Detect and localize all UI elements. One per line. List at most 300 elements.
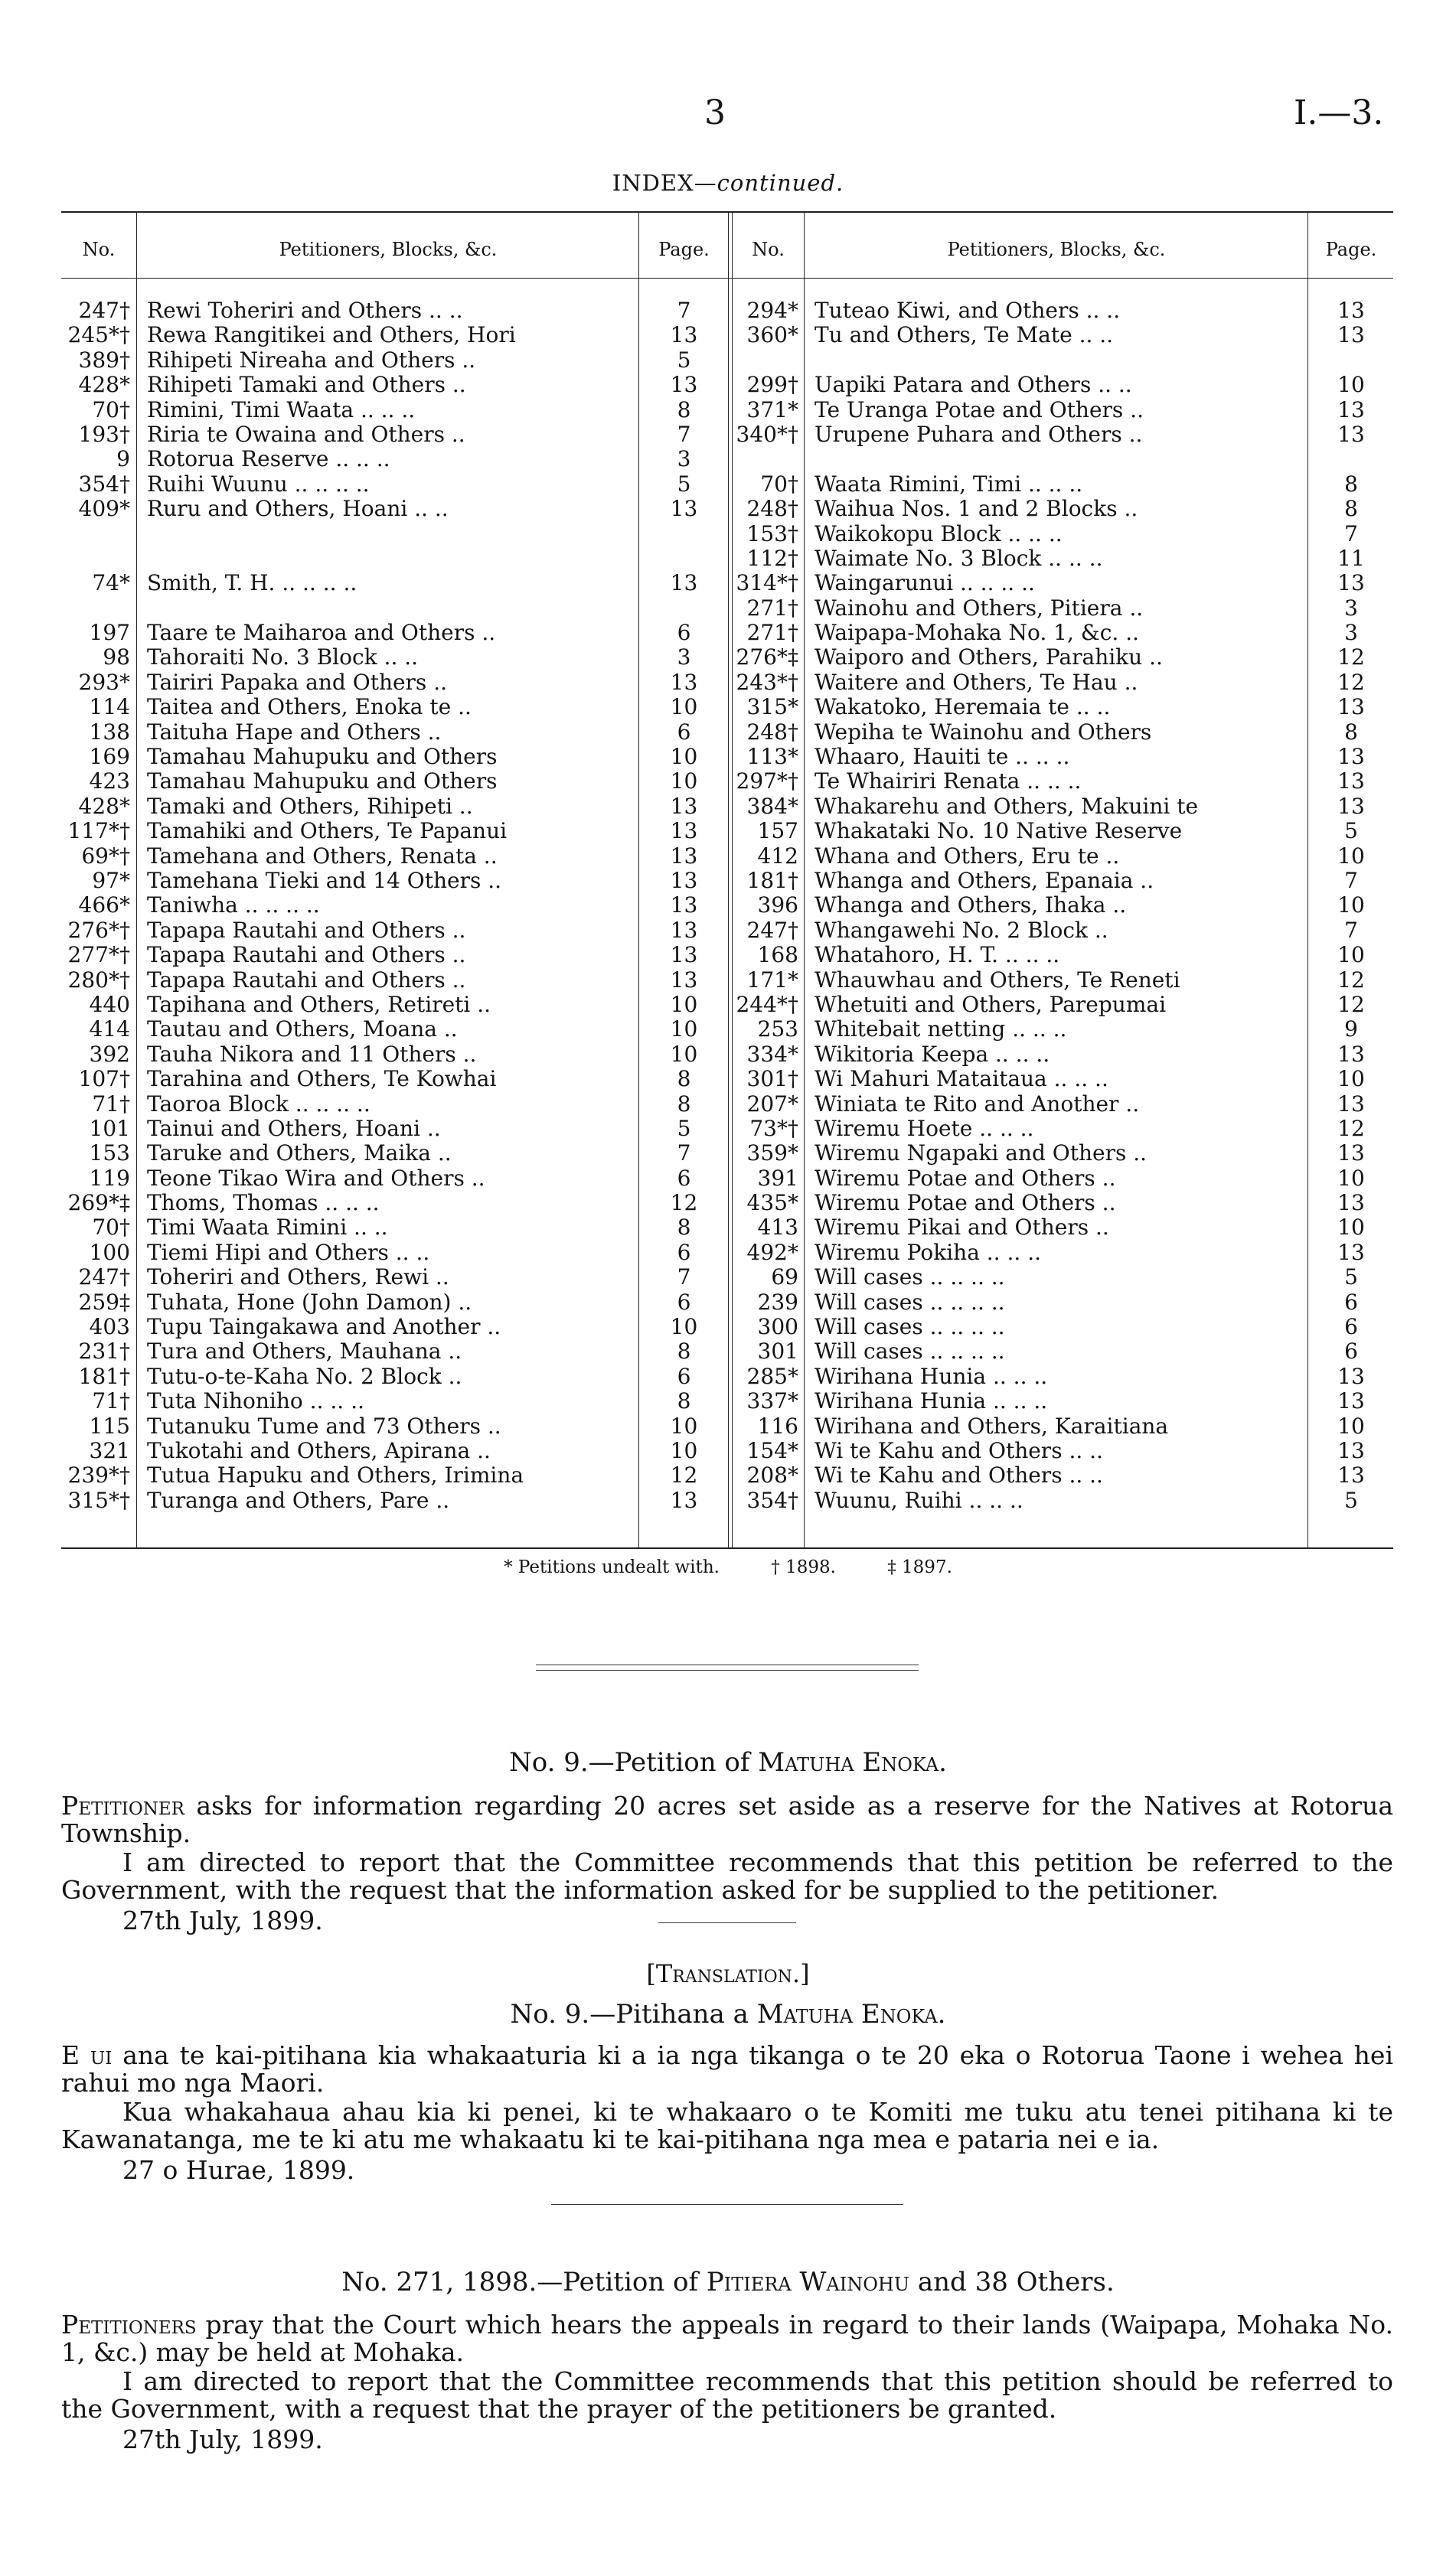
- petition-271-title-prefix: No. 271, 1898.—Petition of: [341, 2267, 699, 2297]
- col-header-names-right: Petitioners, Blocks, &c.: [947, 239, 1166, 260]
- right-entry-name: Waingarunui .. .. .. ..: [815, 570, 1035, 596]
- left-entry-number: 315*†: [67, 1487, 130, 1513]
- right-entry-page: 10: [1337, 942, 1365, 968]
- right-entry-page: 12: [1337, 1115, 1365, 1141]
- right-entry-name: Urupene Puhara and Others ..: [815, 421, 1143, 447]
- left-entry-name: Tamehana and Others, Renata ..: [147, 843, 498, 869]
- left-entry-number: 138: [89, 719, 130, 745]
- index-row: [61, 347, 1393, 372]
- left-entry-page: 13: [670, 669, 698, 695]
- right-entry-number: 340*†: [736, 421, 798, 447]
- index-row: [61, 670, 1393, 694]
- right-entry-number: 391: [757, 1165, 798, 1191]
- right-entry-name: Whana and Others, Eru te ..: [815, 843, 1120, 869]
- short-rule: [658, 1922, 796, 1923]
- right-entry-page: 6: [1344, 1339, 1358, 1365]
- index-row: [61, 546, 1393, 570]
- right-entry-number: 271†: [746, 620, 798, 646]
- right-entry-name: Will cases .. .. .. ..: [815, 1289, 1005, 1315]
- right-entry-number: 413: [757, 1215, 798, 1241]
- left-entry-name: Rihipeti Nireaha and Others ..: [147, 347, 476, 373]
- left-entry-page: 5: [677, 471, 691, 497]
- index-row: [61, 1042, 1393, 1066]
- left-entry-page: 13: [670, 1487, 698, 1513]
- left-entry-name: Rimini, Timi Waata .. .. ..: [147, 396, 416, 422]
- left-entry-page: 7: [677, 298, 691, 323]
- right-entry-number: 247†: [746, 917, 798, 943]
- left-entry-page: 12: [670, 1190, 698, 1216]
- left-entry-page: 6: [677, 1289, 691, 1315]
- left-entry-page: 6: [677, 719, 691, 745]
- left-entry-number: 107†: [78, 1066, 130, 1092]
- right-entry-page: 11: [1337, 545, 1365, 571]
- left-entry-page: 3: [677, 644, 691, 670]
- right-entry-page: 8: [1344, 496, 1358, 522]
- left-entry-name: Tapapa Rautahi and Others ..: [147, 967, 466, 993]
- right-entry-number: 384*: [746, 793, 798, 819]
- left-entry-number: 153: [89, 1140, 130, 1166]
- right-entry-number: 354†: [746, 1487, 798, 1513]
- right-entry-number: 315*: [746, 694, 798, 720]
- index-row: [61, 1290, 1393, 1314]
- page-number: 3: [704, 93, 726, 132]
- right-entry-name: Whetuiti and Others, Parepumai: [815, 991, 1167, 1017]
- index-row: [61, 1140, 1393, 1165]
- left-entry-page: 10: [670, 1413, 698, 1439]
- left-entry-page: 6: [677, 1165, 691, 1191]
- left-entry-name: Tuta Nihoniho .. .. ..: [147, 1388, 364, 1414]
- index-row: [61, 1339, 1393, 1363]
- index-row: [61, 298, 1393, 322]
- right-entry-page: 12: [1337, 991, 1365, 1017]
- index-row: [61, 322, 1393, 347]
- right-entry-page: 13: [1337, 1462, 1365, 1489]
- left-entry-name: Tamehana Tieki and 14 Others ..: [147, 867, 502, 893]
- right-entry-number: 271†: [746, 595, 798, 621]
- right-entry-page: 12: [1337, 967, 1365, 993]
- left-entry-number: 239*†: [67, 1462, 130, 1489]
- right-entry-number: 116: [757, 1413, 798, 1439]
- left-entry-page: 7: [677, 421, 691, 447]
- left-entry-page: 13: [670, 793, 698, 819]
- right-entry-name: Tuteao Kiwi, and Others .. ..: [815, 298, 1121, 323]
- right-entry-number: 297*†: [736, 768, 798, 794]
- index-row: [61, 967, 1393, 992]
- right-entry-number: 301†: [746, 1066, 798, 1092]
- right-entry-page: 3: [1344, 595, 1358, 621]
- right-entry-name: Wiremu Ngapaki and Others ..: [815, 1140, 1147, 1166]
- right-entry-name: Waikokopu Block .. .. ..: [815, 520, 1063, 546]
- petition-271-report: I am directed to report that the Committee recommends that this petition should be referred to the Government, with a request that the prayer of the petitioners be granted.: [61, 2366, 1393, 2424]
- index-row: [61, 570, 1393, 595]
- right-entry-number: 300: [757, 1314, 798, 1340]
- index-row: [61, 768, 1393, 793]
- right-entry-name: Wirihana Hunia .. .. ..: [815, 1388, 1048, 1414]
- right-entry-page: 7: [1344, 917, 1358, 943]
- right-entry-page: 13: [1337, 768, 1365, 794]
- left-entry-name: Taoroa Block .. .. .. ..: [147, 1091, 371, 1117]
- col-header-no: No.: [82, 239, 116, 260]
- right-entry-page: 6: [1344, 1314, 1358, 1340]
- left-entry-page: 10: [670, 1437, 698, 1463]
- left-entry-page: 13: [670, 843, 698, 869]
- index-row: [61, 694, 1393, 719]
- left-entry-name: Tahoraiti No. 3 Block .. ..: [147, 644, 419, 670]
- right-entry-name: Tu and Others, Te Mate .. ..: [815, 322, 1114, 348]
- right-entry-number: 253: [757, 1016, 798, 1042]
- left-entry-name: Tauha Nikora and 11 Others ..: [147, 1041, 477, 1067]
- right-entry-page: 10: [1337, 843, 1365, 869]
- index-row: [61, 892, 1393, 917]
- left-entry-number: 70†: [92, 396, 130, 422]
- petition-271-title-suffix: and 38 Others.: [917, 2267, 1115, 2297]
- left-entry-number: 117*†: [67, 818, 130, 844]
- translation-date: 27 o Hurae, 1899.: [122, 2155, 355, 2185]
- left-entry-page: 8: [677, 1091, 691, 1117]
- right-entry-name: Wepiha te Wainohu and Others: [815, 719, 1152, 745]
- index-row: [61, 942, 1393, 967]
- left-entry-number: 280*†: [67, 967, 130, 993]
- petition-9-body: [61, 1792, 1393, 1847]
- index-row: [61, 471, 1393, 496]
- right-entry-name: Will cases .. .. .. ..: [815, 1339, 1005, 1365]
- left-entry-name: Teone Tikao Wira and Others ..: [147, 1165, 485, 1191]
- left-entry-page: 10: [670, 744, 698, 770]
- translation-report: Kua whakahaua ahau kia ki penei, ki te whakaaro o te Komiti me tuku atu tenei pitihana ki te Kawanatanga, me te ki atu me whakaatu ki te kai-pitihana nga mea e pataria nei e ia.: [61, 2097, 1393, 2154]
- index-row: [61, 496, 1393, 520]
- left-entry-page: 13: [670, 818, 698, 844]
- left-entry-name: Tamahau Mahupuku and Others: [147, 744, 498, 770]
- petition-271-body-text: pray that the Court which hears the appeals in regard to their lands (Waipapa, Mohaka No. 1, &c.) may be held at Mohaka.: [61, 2310, 1393, 2367]
- left-entry-number: 414: [89, 1016, 130, 1042]
- right-entry-name: Wakatoko, Heremaia te .. ..: [815, 694, 1111, 720]
- left-entry-number: 269*‡: [67, 1190, 130, 1216]
- left-entry-page: 8: [677, 1339, 691, 1365]
- right-entry-number: 360*: [746, 322, 798, 348]
- left-entry-page: 10: [670, 1314, 698, 1340]
- right-entry-page: 8: [1344, 471, 1358, 497]
- petition-271-title: [0, 2267, 1456, 2297]
- left-entry-name: Tutua Hapuku and Others, Irimina: [147, 1462, 524, 1489]
- left-entry-number: 169: [89, 744, 130, 770]
- left-entry-name: Tamaki and Others, Rihipeti ..: [147, 793, 473, 819]
- right-entry-name: Te Whairiri Renata .. .. ..: [815, 768, 1082, 794]
- index-row: [61, 397, 1393, 422]
- right-entry-page: 13: [1337, 1041, 1365, 1067]
- left-entry-name: Tapapa Rautahi and Others ..: [147, 917, 466, 943]
- right-entry-name: Waitere and Others, Te Hau ..: [815, 669, 1138, 695]
- right-entry-name: Whauwhau and Others, Te Reneti: [815, 967, 1180, 993]
- left-entry-page: 13: [670, 570, 698, 596]
- index-row: [61, 1264, 1393, 1289]
- right-entry-name: Waipapa-Mohaka No. 1, &c. ..: [815, 620, 1139, 646]
- right-entry-name: Wirihana and Others, Karaitiana: [815, 1413, 1169, 1439]
- left-entry-name: Tupu Taingakawa and Another ..: [147, 1314, 501, 1340]
- right-entry-number: 301: [757, 1339, 798, 1365]
- right-entry-page: 13: [1337, 1091, 1365, 1117]
- right-entry-page: 12: [1337, 644, 1365, 670]
- left-entry-page: 10: [670, 768, 698, 794]
- left-entry-page: 8: [677, 1066, 691, 1092]
- left-entry-name: Tapihana and Others, Retireti ..: [147, 991, 491, 1017]
- section-rule: [551, 2204, 903, 2205]
- left-entry-number: 293*: [78, 669, 130, 695]
- right-entry-name: Waiporo and Others, Parahiku ..: [815, 644, 1163, 670]
- left-entry-page: 6: [677, 620, 691, 646]
- right-entry-page: 5: [1344, 1487, 1358, 1513]
- right-entry-page: 10: [1337, 1066, 1365, 1092]
- index-row: [61, 1438, 1393, 1462]
- right-entry-name: Whakataki No. 10 Native Reserve: [815, 818, 1183, 844]
- petition-9-report: I am directed to report that the Committee recommends that this petition be referred to the Government, with the request that the information asked for be supplied to the petitioner.: [61, 1847, 1393, 1905]
- index-footnotes: [0, 1557, 1456, 1577]
- left-entry-number: 100: [89, 1239, 130, 1265]
- left-entry-name: Taniwha .. .. .. ..: [147, 892, 320, 918]
- right-entry-name: Will cases .. .. .. ..: [815, 1264, 1005, 1290]
- left-entry-number: 97*: [92, 867, 130, 893]
- index-row: [61, 446, 1393, 471]
- section-divider: [536, 1665, 919, 1671]
- left-entry-page: 5: [677, 1115, 691, 1141]
- left-entry-page: 8: [677, 1388, 691, 1414]
- index-row: [61, 992, 1393, 1016]
- translation-body-text: ana te kai-pitihana kia whakaaturia ki a ia nga tikanga o te 20 eka o Rotorua Taone i wehea hei rahui mo nga Maori.: [61, 2040, 1394, 2098]
- petition-271-petitioner-name: Pitiera Wainohu: [706, 2267, 910, 2297]
- left-entry-page: 10: [670, 1016, 698, 1042]
- index-row: [61, 644, 1393, 669]
- right-entry-name: Winiata te Rito and Another ..: [815, 1091, 1140, 1117]
- left-entry-name: Tarahina and Others, Te Kowhai: [147, 1066, 497, 1092]
- index-row: [61, 1314, 1393, 1339]
- right-entry-number: 243*†: [736, 669, 798, 695]
- right-entry-page: 12: [1337, 669, 1365, 695]
- index-row: [61, 744, 1393, 768]
- right-entry-page: 13: [1337, 793, 1365, 819]
- index-rows: [61, 298, 1393, 1512]
- footnote-ddagger: ‡ 1897.: [887, 1557, 952, 1577]
- document-reference: I.—3.: [1294, 93, 1384, 132]
- right-entry-name: Wi te Kahu and Others .. ..: [815, 1462, 1103, 1489]
- index-row: [61, 794, 1393, 818]
- right-entry-name: Wirihana Hunia .. .. ..: [815, 1363, 1048, 1389]
- right-entry-page: 13: [1337, 1140, 1365, 1166]
- index-row: [61, 1066, 1393, 1091]
- index-table: [61, 211, 1393, 1549]
- right-entry-number: 314*†: [736, 570, 798, 596]
- right-entry-name: Wikitoria Keepa .. .. ..: [815, 1041, 1050, 1067]
- right-entry-number: 181†: [746, 867, 798, 893]
- right-entry-number: 396: [757, 892, 798, 918]
- index-row: [61, 1364, 1393, 1388]
- right-entry-number: 207*: [746, 1091, 798, 1117]
- index-row: [61, 1116, 1393, 1140]
- petition-9-body-lead: Petitioner: [61, 1791, 184, 1821]
- right-entry-number: 248†: [746, 719, 798, 745]
- left-entry-number: 428*: [78, 372, 130, 398]
- left-entry-name: Thoms, Thomas .. .. ..: [147, 1190, 380, 1216]
- right-entry-page: 10: [1337, 892, 1365, 918]
- right-entry-page: 13: [1337, 694, 1365, 720]
- right-entry-name: Whaaro, Hauiti te .. .. ..: [815, 744, 1070, 770]
- right-entry-number: 154*: [746, 1437, 798, 1463]
- right-entry-page: 5: [1344, 1264, 1358, 1290]
- left-entry-name: Tuhata, Hone (John Damon) ..: [147, 1289, 472, 1315]
- left-entry-name: Tura and Others, Mauhana ..: [147, 1339, 462, 1365]
- right-entry-page: 13: [1337, 1363, 1365, 1389]
- right-entry-page: 13: [1337, 570, 1365, 596]
- right-entry-page: 13: [1337, 1437, 1365, 1463]
- left-entry-page: 7: [677, 1264, 691, 1290]
- right-entry-name: Te Uranga Potae and Others ..: [815, 396, 1144, 422]
- right-entry-page: 5: [1344, 818, 1358, 844]
- left-entry-number: 119: [89, 1165, 130, 1191]
- right-entry-page: 3: [1344, 620, 1358, 646]
- index-row: [61, 1190, 1393, 1215]
- left-entry-page: 10: [670, 694, 698, 720]
- left-entry-number: 71†: [92, 1091, 130, 1117]
- left-entry-number: 354†: [78, 471, 130, 497]
- right-entry-number: 70†: [760, 471, 798, 497]
- left-entry-number: 193†: [78, 421, 130, 447]
- petition-9-body-text: asks for information regarding 20 acres set aside as a reserve for the Natives at Rotorua Township.: [61, 1791, 1393, 1848]
- right-entry-number: 435*: [746, 1190, 798, 1216]
- left-entry-number: 197: [89, 620, 130, 646]
- left-entry-number: 9: [116, 446, 130, 472]
- left-entry-number: 69*†: [81, 843, 130, 869]
- right-entry-name: Wiremu Pikai and Others ..: [815, 1215, 1109, 1241]
- right-entry-name: Wiremu Hoete .. .. ..: [815, 1115, 1034, 1141]
- left-entry-number: 181†: [78, 1363, 130, 1389]
- right-entry-name: Waata Rimini, Timi .. .. ..: [815, 471, 1083, 497]
- right-entry-page: 7: [1344, 867, 1358, 893]
- index-title-main: INDEX: [612, 170, 694, 196]
- right-entry-name: Waihua Nos. 1 and 2 Blocks ..: [815, 496, 1138, 522]
- right-entry-number: 276*‡: [736, 644, 798, 670]
- petition-9-title-prefix: No. 9.—Petition of: [509, 1747, 750, 1778]
- left-entry-name: Tukotahi and Others, Apirana ..: [147, 1437, 491, 1463]
- index-row: [61, 843, 1393, 868]
- left-entry-page: 10: [670, 991, 698, 1017]
- left-entry-name: Tautau and Others, Moana ..: [147, 1016, 458, 1042]
- right-entry-number: 412: [757, 843, 798, 869]
- right-entry-name: Whanga and Others, Epanaia ..: [815, 867, 1154, 893]
- left-entry-page: 13: [670, 967, 698, 993]
- right-entry-page: 10: [1337, 1215, 1365, 1241]
- index-row: [61, 372, 1393, 396]
- right-entry-number: 248†: [746, 496, 798, 522]
- left-entry-page: 13: [670, 892, 698, 918]
- left-entry-number: 276*†: [67, 917, 130, 943]
- right-entry-name: Wi Mahuri Mataitaua .. .. ..: [815, 1066, 1108, 1092]
- index-row: [61, 1488, 1393, 1512]
- index-row: [61, 818, 1393, 843]
- right-entry-page: 13: [1337, 1239, 1365, 1265]
- right-entry-number: 371*: [746, 396, 798, 422]
- right-entry-name: Whitebait netting .. .. ..: [815, 1016, 1067, 1042]
- col-header-no-right: No.: [752, 239, 785, 260]
- right-entry-number: 239: [757, 1289, 798, 1315]
- translation-title-prefix: No. 9.—Pitihana a: [510, 1999, 749, 2030]
- petition-9-petitioner-name: Matuha Enoka.: [758, 1747, 947, 1778]
- right-entry-number: 153†: [746, 520, 798, 546]
- left-entry-page: 13: [670, 867, 698, 893]
- petition-9-title: [0, 1747, 1456, 1778]
- left-entry-name: Rihipeti Tamaki and Others ..: [147, 372, 466, 398]
- left-entry-page: 12: [670, 1462, 698, 1489]
- right-entry-name: Wuunu, Ruihi .. .. ..: [815, 1487, 1023, 1513]
- left-entry-number: 98: [103, 644, 130, 670]
- right-entry-number: 299†: [746, 372, 798, 398]
- header-rule: [61, 278, 1393, 279]
- left-entry-number: 403: [89, 1314, 130, 1340]
- index-row: [61, 918, 1393, 942]
- left-entry-name: Tamahau Mahupuku and Others: [147, 768, 498, 794]
- index-row: [61, 1166, 1393, 1190]
- left-entry-number: 321: [89, 1437, 130, 1463]
- right-entry-number: 285*: [746, 1363, 798, 1389]
- left-entry-page: 13: [670, 322, 698, 348]
- right-entry-number: 492*: [746, 1239, 798, 1265]
- right-entry-name: Will cases .. .. .. ..: [815, 1314, 1005, 1340]
- right-entry-page: 13: [1337, 1190, 1365, 1216]
- left-entry-name: Tainui and Others, Hoani ..: [147, 1115, 441, 1141]
- translation-body: [61, 2042, 1393, 2097]
- right-entry-name: Wiremu Pokiha .. .. ..: [815, 1239, 1041, 1265]
- left-entry-number: 389†: [78, 347, 130, 373]
- right-entry-page: 13: [1337, 298, 1365, 323]
- right-entry-number: 337*: [746, 1388, 798, 1414]
- index-row: [61, 1240, 1393, 1264]
- left-entry-name: Toheriri and Others, Rewi ..: [147, 1264, 449, 1290]
- left-entry-page: 8: [677, 1215, 691, 1241]
- left-entry-name: Taituha Hape and Others ..: [147, 719, 442, 745]
- right-entry-name: Uapiki Patara and Others .. ..: [815, 372, 1132, 398]
- right-entry-name: Whangawehi No. 2 Block ..: [815, 917, 1108, 943]
- petition-271-date: 27th July, 1899.: [122, 2424, 323, 2454]
- left-entry-number: 409*: [78, 496, 130, 522]
- left-entry-page: 5: [677, 347, 691, 373]
- index-row: [61, 595, 1393, 620]
- left-entry-number: 277*†: [67, 942, 130, 968]
- left-entry-number: 101: [89, 1115, 130, 1141]
- left-entry-number: 259‡: [78, 1289, 130, 1315]
- right-entry-name: Waimate No. 3 Block .. .. ..: [815, 545, 1103, 571]
- col-header-page: Page.: [658, 239, 710, 260]
- right-entry-name: Whakarehu and Others, Makuini te: [815, 793, 1199, 819]
- right-entry-number: 171*: [746, 967, 798, 993]
- left-entry-page: 13: [670, 496, 698, 522]
- left-entry-page: 3: [677, 446, 691, 472]
- left-entry-number: 423: [89, 768, 130, 794]
- index-row: [61, 1215, 1393, 1239]
- right-entry-number: 157: [757, 818, 798, 844]
- right-entry-number: 359*: [746, 1140, 798, 1166]
- left-entry-name: Ruru and Others, Hoani .. ..: [147, 496, 449, 522]
- right-entry-name: Wiremu Potae and Others ..: [815, 1165, 1116, 1191]
- left-entry-number: 428*: [78, 793, 130, 819]
- left-entry-name: Ruihi Wuunu .. .. .. ..: [147, 471, 370, 497]
- left-entry-number: 245*†: [67, 322, 130, 348]
- index-row: [61, 1414, 1393, 1438]
- index-title-suffix: continued.: [717, 170, 844, 196]
- col-header-names: Petitioners, Blocks, &c.: [279, 239, 498, 260]
- left-entry-page: 13: [670, 372, 698, 398]
- right-entry-name: Wi te Kahu and Others .. ..: [815, 1437, 1103, 1463]
- right-entry-number: 244*†: [736, 991, 798, 1017]
- left-entry-number: 231†: [78, 1339, 130, 1365]
- right-entry-page: 6: [1344, 1289, 1358, 1315]
- translation-body-lead: E ui: [61, 2040, 113, 2070]
